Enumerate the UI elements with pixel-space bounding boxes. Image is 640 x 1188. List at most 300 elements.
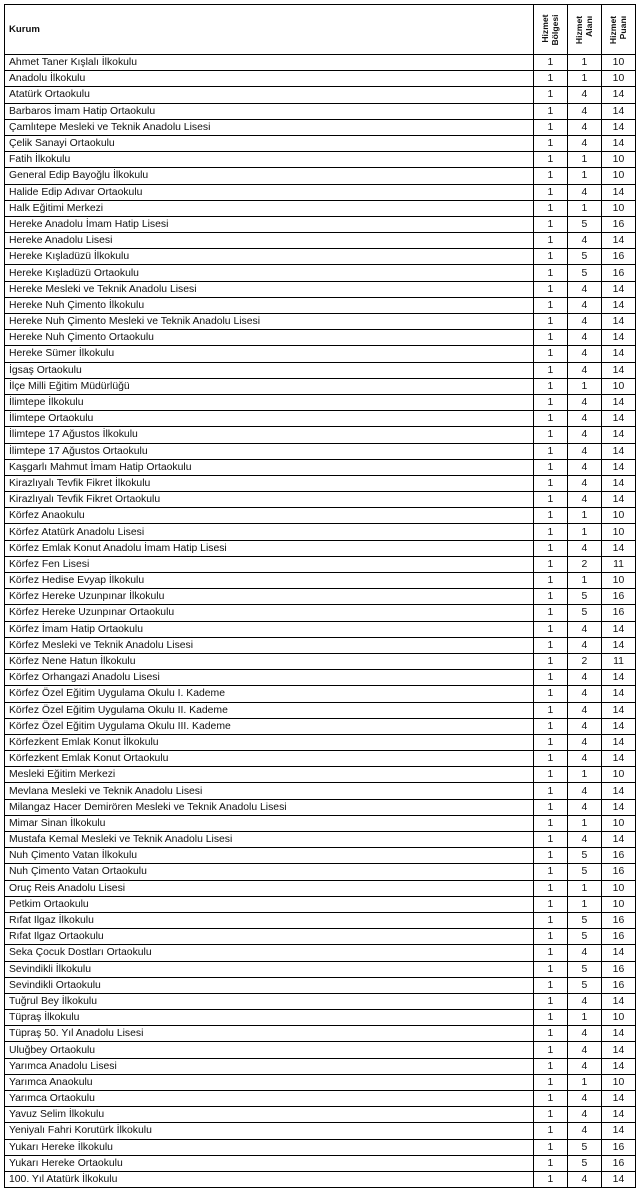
service-points-cell: 16 [601, 265, 635, 281]
institution-name-cell: Oruç Reis Anadolu Lisesi [5, 880, 534, 896]
service-area-cell: 4 [567, 314, 601, 330]
service-points-cell: 14 [601, 1107, 635, 1123]
table-row [5, 475, 636, 491]
service-region-cell: 1 [533, 912, 567, 928]
institution-name-cell: Tüpraş 50. Yıl Anadolu Lisesi [5, 1026, 534, 1042]
service-area-cell: 4 [567, 1123, 601, 1139]
column-header-institution: Kurum [5, 5, 534, 55]
service-region-cell: 1 [533, 1074, 567, 1090]
service-points-cell: 16 [601, 1139, 635, 1155]
service-points-cell: 10 [601, 1074, 635, 1090]
service-points-cell: 14 [601, 637, 635, 653]
service-area-cell: 4 [567, 346, 601, 362]
service-points-cell: 14 [601, 751, 635, 767]
table-row [5, 233, 636, 249]
service-points-cell: 10 [601, 200, 635, 216]
service-points-cell: 14 [601, 297, 635, 313]
table-row [5, 718, 636, 734]
service-points-cell: 10 [601, 896, 635, 912]
table-row [5, 929, 636, 945]
service-points-cell: 14 [601, 686, 635, 702]
service-area-cell: 4 [567, 718, 601, 734]
institution-name-cell: Körfez Hereke Uzunpınar İlkokulu [5, 589, 534, 605]
service-points-cell: 14 [601, 734, 635, 750]
service-points-cell: 16 [601, 605, 635, 621]
table-row [5, 200, 636, 216]
service-points-cell: 14 [601, 427, 635, 443]
table-row [5, 492, 636, 508]
service-points-cell: 10 [601, 524, 635, 540]
institution-name-cell: Yarımca Anadolu Lisesi [5, 1058, 534, 1074]
institution-name-cell: İlimtepe 17 Ağustos Ortaokulu [5, 443, 534, 459]
table-row [5, 103, 636, 119]
service-points-cell: 10 [601, 378, 635, 394]
service-region-cell: 1 [533, 346, 567, 362]
service-area-cell: 5 [567, 1139, 601, 1155]
institution-name-cell: Mesleki Eğitim Merkezi [5, 767, 534, 783]
service-points-cell: 14 [601, 87, 635, 103]
institution-name-cell: Körfez Orhangazi Anadolu Lisesi [5, 670, 534, 686]
service-points-cell: 14 [601, 621, 635, 637]
institution-name-cell: Mevlana Mesleki ve Teknik Anadolu Lisesi [5, 783, 534, 799]
service-area-cell: 1 [567, 1074, 601, 1090]
service-region-cell: 1 [533, 961, 567, 977]
service-region-cell: 1 [533, 184, 567, 200]
service-region-cell: 1 [533, 1139, 567, 1155]
service-points-cell: 14 [601, 103, 635, 119]
service-points-cell: 14 [601, 1123, 635, 1139]
service-region-cell: 1 [533, 411, 567, 427]
service-area-cell: 1 [567, 573, 601, 589]
service-area-cell: 4 [567, 1091, 601, 1107]
service-points-cell: 14 [601, 314, 635, 330]
service-region-cell: 1 [533, 1107, 567, 1123]
service-region-cell: 1 [533, 1042, 567, 1058]
service-area-cell: 4 [567, 119, 601, 135]
service-region-cell: 1 [533, 103, 567, 119]
table-row [5, 378, 636, 394]
service-points-cell: 11 [601, 556, 635, 572]
service-area-cell: 4 [567, 945, 601, 961]
table-row [5, 832, 636, 848]
institution-name-cell: Petkim Ortaokulu [5, 896, 534, 912]
service-points-cell: 14 [601, 119, 635, 135]
service-area-cell: 4 [567, 832, 601, 848]
institution-name-cell: Körfez Nene Hatun İlkokulu [5, 653, 534, 669]
institution-name-cell: Rıfat Ilgaz İlkokulu [5, 912, 534, 928]
table-row [5, 670, 636, 686]
institution-name-cell: Körfez İmam Hatip Ortaokulu [5, 621, 534, 637]
service-points-cell: 10 [601, 508, 635, 524]
institution-name-cell: Hereke Kışladüzü Ortaokulu [5, 265, 534, 281]
service-area-cell: 4 [567, 427, 601, 443]
service-region-cell: 1 [533, 702, 567, 718]
table-row [5, 912, 636, 928]
institution-name-cell: Mustafa Kemal Mesleki ve Teknik Anadolu Lisesi [5, 832, 534, 848]
service-area-cell: 1 [567, 378, 601, 394]
service-region-cell: 1 [533, 864, 567, 880]
header-row [5, 5, 636, 55]
table-row [5, 573, 636, 589]
table-row [5, 621, 636, 637]
service-area-cell: 5 [567, 605, 601, 621]
institution-name-cell: Yavuz Selim İlkokulu [5, 1107, 534, 1123]
service-points-cell: 14 [601, 443, 635, 459]
service-region-cell: 1 [533, 945, 567, 961]
service-area-cell: 2 [567, 556, 601, 572]
service-region-cell: 1 [533, 670, 567, 686]
service-points-cell: 14 [601, 799, 635, 815]
table-row [5, 119, 636, 135]
institution-name-cell: Çelik Sanayi Ortaokulu [5, 135, 534, 151]
service-region-cell: 1 [533, 896, 567, 912]
service-area-cell: 5 [567, 848, 601, 864]
service-points-cell: 16 [601, 977, 635, 993]
service-area-cell: 4 [567, 135, 601, 151]
service-area-cell: 5 [567, 265, 601, 281]
service-points-cell: 14 [601, 184, 635, 200]
table-row [5, 1123, 636, 1139]
service-area-cell: 4 [567, 103, 601, 119]
institution-name-cell: Nuh Çimento Vatan Ortaokulu [5, 864, 534, 880]
table-row [5, 362, 636, 378]
service-points-cell: 14 [601, 1091, 635, 1107]
table-row [5, 540, 636, 556]
service-points-cell: 10 [601, 55, 635, 71]
service-area-cell: 4 [567, 492, 601, 508]
institution-name-cell: Milangaz Hacer Demirören Mesleki ve Teknik Anadolu Lisesi [5, 799, 534, 815]
institution-name-cell: Halk Eğitimi Merkezi [5, 200, 534, 216]
service-points-cell: 14 [601, 346, 635, 362]
institution-name-cell: Hereke Anadolu İmam Hatip Lisesi [5, 216, 534, 232]
service-region-cell: 1 [533, 1171, 567, 1187]
service-area-cell: 4 [567, 670, 601, 686]
institution-name-cell: Körfez Atatürk Anadolu Lisesi [5, 524, 534, 540]
service-points-cell: 10 [601, 1010, 635, 1026]
service-region-cell: 1 [533, 87, 567, 103]
institution-name-cell: Körfez Özel Eğitim Uygulama Okulu II. Kademe [5, 702, 534, 718]
service-region-cell: 1 [533, 394, 567, 410]
service-region-cell: 1 [533, 330, 567, 346]
table-row [5, 265, 636, 281]
institution-name-cell: Körfez Emlak Konut Anadolu İmam Hatip Lisesi [5, 540, 534, 556]
service-area-cell: 1 [567, 1010, 601, 1026]
institution-name-cell: Körfez Özel Eğitim Uygulama Okulu III. Kademe [5, 718, 534, 734]
table-row [5, 605, 636, 621]
service-area-cell: 4 [567, 1107, 601, 1123]
service-points-cell: 14 [601, 945, 635, 961]
table-row [5, 993, 636, 1009]
table-row [5, 1042, 636, 1058]
service-points-cell: 14 [601, 832, 635, 848]
service-area-cell: 4 [567, 993, 601, 1009]
institution-name-cell: Körfez Anaokulu [5, 508, 534, 524]
service-region-cell: 1 [533, 783, 567, 799]
service-area-cell: 4 [567, 1171, 601, 1187]
service-region-cell: 1 [533, 540, 567, 556]
table-row [5, 411, 636, 427]
institution-name-cell: Hereke Nuh Çimento İlkokulu [5, 297, 534, 313]
service-region-cell: 1 [533, 929, 567, 945]
service-points-cell: 16 [601, 249, 635, 265]
service-region-cell: 1 [533, 1123, 567, 1139]
service-region-cell: 1 [533, 459, 567, 475]
service-region-cell: 1 [533, 249, 567, 265]
service-region-cell: 1 [533, 686, 567, 702]
table-row [5, 1171, 636, 1187]
service-points-cell: 14 [601, 718, 635, 734]
service-area-cell: 5 [567, 864, 601, 880]
service-area-cell: 5 [567, 929, 601, 945]
service-region-cell: 1 [533, 55, 567, 71]
service-points-cell: 14 [601, 670, 635, 686]
service-area-cell: 1 [567, 71, 601, 87]
table-row [5, 799, 636, 815]
table-row [5, 1091, 636, 1107]
institution-name-cell: Yarımca Ortaokulu [5, 1091, 534, 1107]
service-area-cell: 4 [567, 411, 601, 427]
service-points-cell: 14 [601, 135, 635, 151]
service-area-cell: 4 [567, 799, 601, 815]
column-header-service-region [533, 5, 567, 55]
column-header-service-points-line1: Hizmet [608, 15, 619, 44]
column-header-service-points-line2: Puanı [618, 15, 629, 39]
service-area-cell: 4 [567, 184, 601, 200]
column-header-service-area-line2: Alanı [584, 15, 595, 37]
service-region-cell: 1 [533, 443, 567, 459]
table-row [5, 1107, 636, 1123]
service-region-cell: 1 [533, 378, 567, 394]
table-row [5, 508, 636, 524]
table-row [5, 459, 636, 475]
institution-name-cell: Yeniyalı Fahri Korutürk İlkokulu [5, 1123, 534, 1139]
service-area-cell: 4 [567, 1058, 601, 1074]
service-region-cell: 1 [533, 281, 567, 297]
service-region-cell: 1 [533, 119, 567, 135]
service-region-cell: 1 [533, 815, 567, 831]
institution-name-cell: Uluğbey Ortaokulu [5, 1042, 534, 1058]
service-area-cell: 1 [567, 55, 601, 71]
service-area-cell: 2 [567, 653, 601, 669]
column-header-service-region-line1: Hizmet [540, 13, 551, 43]
column-header-service-region-line2: Bölgesi [550, 13, 561, 46]
table-header [5, 5, 636, 55]
service-points-cell: 14 [601, 783, 635, 799]
institution-name-cell: Ahmet Taner Kışlalı İlkokulu [5, 55, 534, 71]
table-row [5, 767, 636, 783]
table-row [5, 734, 636, 750]
service-region-cell: 1 [533, 605, 567, 621]
service-points-cell: 14 [601, 702, 635, 718]
table-row [5, 249, 636, 265]
institution-name-cell: Çamlıtepe Mesleki ve Teknik Anadolu Lisesi [5, 119, 534, 135]
service-points-cell: 16 [601, 961, 635, 977]
service-points-cell: 14 [601, 475, 635, 491]
service-points-cell: 10 [601, 152, 635, 168]
table-row [5, 87, 636, 103]
service-area-cell: 4 [567, 87, 601, 103]
table-row [5, 896, 636, 912]
service-area-cell: 1 [567, 168, 601, 184]
service-points-cell: 14 [601, 362, 635, 378]
institution-name-cell: Tüpraş İlkokulu [5, 1010, 534, 1026]
institution-name-cell: Körfez Fen Lisesi [5, 556, 534, 572]
table-row [5, 815, 636, 831]
service-area-cell: 4 [567, 751, 601, 767]
table-row [5, 783, 636, 799]
service-points-cell: 14 [601, 1026, 635, 1042]
table-row [5, 184, 636, 200]
institution-name-cell: Körfez Hedise Evyap İlkokulu [5, 573, 534, 589]
institution-table [4, 4, 636, 1188]
service-region-cell: 1 [533, 751, 567, 767]
service-region-cell: 1 [533, 427, 567, 443]
service-area-cell: 1 [567, 508, 601, 524]
service-region-cell: 1 [533, 265, 567, 281]
institution-name-cell: Kirazlıyalı Tevfik Fikret Ortaokulu [5, 492, 534, 508]
institution-name-cell: Kaşgarlı Mahmut İmam Hatip Ortaokulu [5, 459, 534, 475]
service-points-cell: 10 [601, 880, 635, 896]
service-points-cell: 11 [601, 653, 635, 669]
service-points-cell: 14 [601, 281, 635, 297]
service-area-cell: 1 [567, 880, 601, 896]
column-header-service-area-line1: Hizmet [574, 15, 585, 44]
institution-name-cell: Körfez Özel Eğitim Uygulama Okulu I. Kademe [5, 686, 534, 702]
service-points-cell: 14 [601, 411, 635, 427]
service-region-cell: 1 [533, 200, 567, 216]
table-row [5, 1058, 636, 1074]
service-area-cell: 4 [567, 783, 601, 799]
service-points-cell: 14 [601, 1171, 635, 1187]
institution-name-cell: İlimtepe İlkokulu [5, 394, 534, 410]
institution-name-cell: Fatih İlkokulu [5, 152, 534, 168]
institution-name-cell: Sevindikli Ortaokulu [5, 977, 534, 993]
service-region-cell: 1 [533, 524, 567, 540]
service-points-cell: 14 [601, 233, 635, 249]
service-region-cell: 1 [533, 1010, 567, 1026]
service-area-cell: 4 [567, 394, 601, 410]
service-area-cell: 4 [567, 686, 601, 702]
service-area-cell: 4 [567, 362, 601, 378]
service-points-cell: 14 [601, 993, 635, 1009]
service-points-cell: 16 [601, 848, 635, 864]
institution-name-cell: Rıfat Ilgaz Ortaokulu [5, 929, 534, 945]
service-points-cell: 14 [601, 459, 635, 475]
service-area-cell: 1 [567, 896, 601, 912]
service-points-cell: 10 [601, 168, 635, 184]
institution-name-cell: Seka Çocuk Dostları Ortaokulu [5, 945, 534, 961]
service-points-cell: 16 [601, 864, 635, 880]
service-points-cell: 14 [601, 1058, 635, 1074]
service-points-cell: 14 [601, 492, 635, 508]
service-region-cell: 1 [533, 718, 567, 734]
service-area-cell: 5 [567, 589, 601, 605]
service-points-cell: 10 [601, 71, 635, 87]
table-row [5, 168, 636, 184]
service-region-cell: 1 [533, 637, 567, 653]
table-row [5, 945, 636, 961]
service-region-cell: 1 [533, 492, 567, 508]
institution-name-cell: Hereke Mesleki ve Teknik Anadolu Lisesi [5, 281, 534, 297]
table-row [5, 216, 636, 232]
service-area-cell: 4 [567, 475, 601, 491]
service-region-cell: 1 [533, 1058, 567, 1074]
institution-name-cell: Kirazlıyalı Tevfik Fikret İlkokulu [5, 475, 534, 491]
table-row [5, 556, 636, 572]
service-area-cell: 1 [567, 767, 601, 783]
service-area-cell: 1 [567, 524, 601, 540]
service-region-cell: 1 [533, 556, 567, 572]
institution-name-cell: İgsaş Ortaokulu [5, 362, 534, 378]
table-row [5, 653, 636, 669]
service-region-cell: 1 [533, 734, 567, 750]
table-row [5, 880, 636, 896]
service-region-cell: 1 [533, 767, 567, 783]
service-points-cell: 14 [601, 1042, 635, 1058]
institution-name-cell: Körfez Hereke Uzunpınar Ortaokulu [5, 605, 534, 621]
table-row [5, 961, 636, 977]
service-region-cell: 1 [533, 1026, 567, 1042]
service-area-cell: 4 [567, 330, 601, 346]
institution-name-cell: Tuğrul Bey İlkokulu [5, 993, 534, 1009]
service-area-cell: 5 [567, 216, 601, 232]
table-row [5, 71, 636, 87]
service-points-cell: 16 [601, 912, 635, 928]
service-region-cell: 1 [533, 1155, 567, 1171]
table-row [5, 281, 636, 297]
service-area-cell: 5 [567, 1155, 601, 1171]
table-row [5, 135, 636, 151]
table-row [5, 346, 636, 362]
institution-name-cell: Hereke Sümer İlkokulu [5, 346, 534, 362]
service-region-cell: 1 [533, 799, 567, 815]
table-row [5, 152, 636, 168]
service-region-cell: 1 [533, 993, 567, 1009]
service-region-cell: 1 [533, 880, 567, 896]
institution-name-cell: Körfezkent Emlak Konut Ortaokulu [5, 751, 534, 767]
service-area-cell: 4 [567, 702, 601, 718]
table-row [5, 864, 636, 880]
table-row [5, 443, 636, 459]
institution-name-cell: İlçe Milli Eğitim Müdürlüğü [5, 378, 534, 394]
institution-name-cell: Sevindikli İlkokulu [5, 961, 534, 977]
service-region-cell: 1 [533, 621, 567, 637]
institution-name-cell: Barbaros İmam Hatip Ortaokulu [5, 103, 534, 119]
service-region-cell: 1 [533, 573, 567, 589]
service-region-cell: 1 [533, 977, 567, 993]
table-row [5, 524, 636, 540]
institution-name-cell: General Edip Bayoğlu İlkokulu [5, 168, 534, 184]
service-area-cell: 4 [567, 281, 601, 297]
service-region-cell: 1 [533, 297, 567, 313]
column-header-service-points [601, 5, 635, 55]
institution-name-cell: Nuh Çimento Vatan İlkokulu [5, 848, 534, 864]
service-region-cell: 1 [533, 168, 567, 184]
table-row [5, 297, 636, 313]
table-row [5, 314, 636, 330]
table-row [5, 589, 636, 605]
service-points-cell: 16 [601, 929, 635, 945]
service-area-cell: 5 [567, 249, 601, 265]
table-row [5, 1074, 636, 1090]
service-points-cell: 16 [601, 216, 635, 232]
table-row [5, 1155, 636, 1171]
service-region-cell: 1 [533, 1091, 567, 1107]
service-region-cell: 1 [533, 589, 567, 605]
institution-name-cell: Halide Edip Adıvar Ortaokulu [5, 184, 534, 200]
service-points-cell: 14 [601, 330, 635, 346]
service-region-cell: 1 [533, 475, 567, 491]
